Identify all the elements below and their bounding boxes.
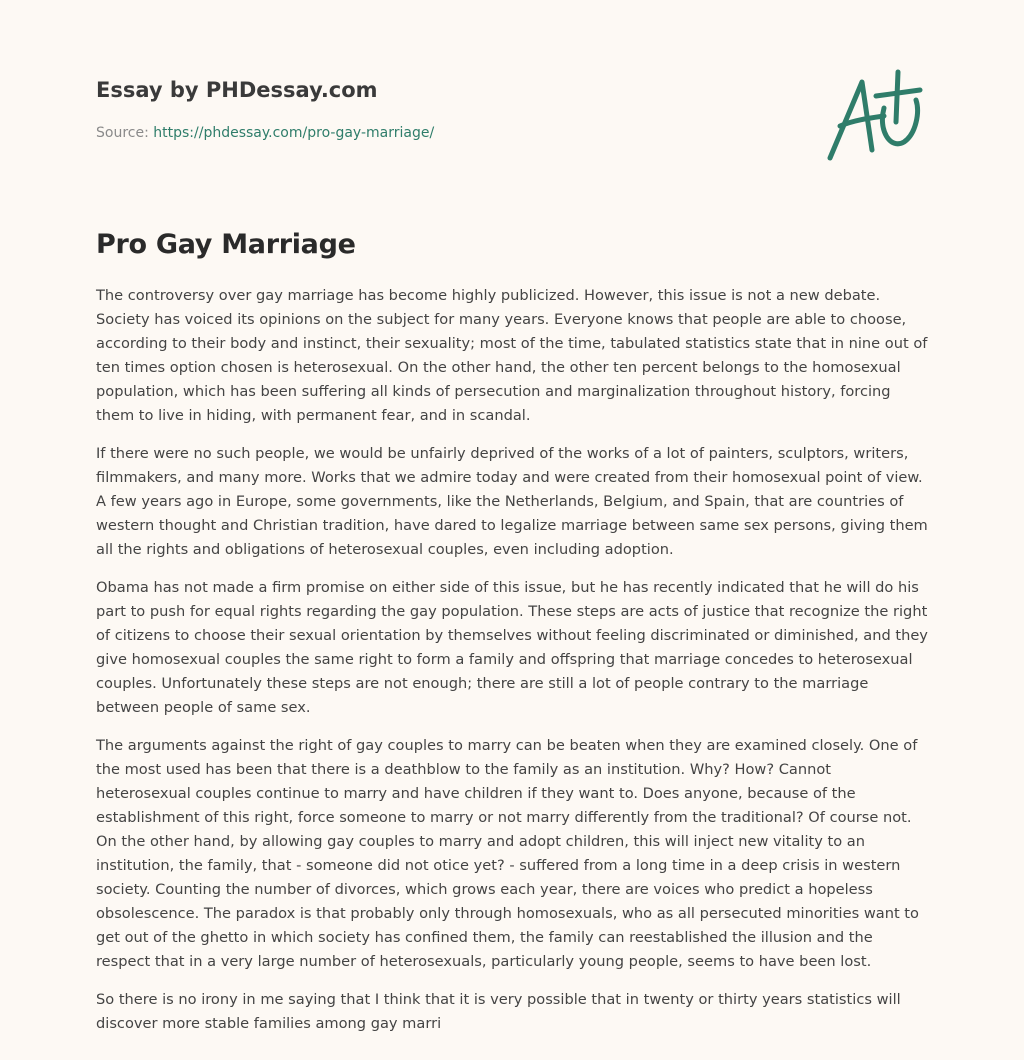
essay-title: Pro Gay Marriage	[96, 229, 356, 260]
essay-paragraph: So there is no irony in me saying that I think that it is very possible that in twenty or thirty years statistics will discover more stable families among gay marri	[96, 991, 901, 1032]
essay-paragraph: The controversy over gay marriage has become highly publicized. However, this issue is not a new debate. Society has voiced its opinions on the subject for many years. Everyone knows that people are able to choose, according to their body and instinct, their sexuality; most of the time, tabulated statistics state that in nine out of ten times option chosen is heterosexual. On the other hand, the other ten percent belongs to the homosexual population, which has been suffering all kinds of persecution and marginalization throughout history, forcing them to live in hiding, with permanent fear, and in scandal.	[96, 287, 928, 424]
site-brand: Essay by PHDessay.com	[96, 78, 378, 102]
essay-paragraph: If there were no such people, we would be unfairly deprived of the works of a lot of painters, sculptors, writers, filmmakers, and many more. Works that we admire today and were created from their homosexual point of view. A few years ago in Europe, some governments, like the Netherlands, Belgium, and Spain, that are countries of western thought and Christian tradition, have dared to legalize marriage between same sex persons, giving them all the rights and obligations of heterosexual couples, even including adoption.	[96, 445, 928, 558]
essay-header	[96, 76, 796, 143]
essay-body	[96, 284, 930, 1050]
source-line	[96, 123, 796, 143]
source-link[interactable]: https://phdessay.com/pro-gay-marriage/	[153, 125, 435, 141]
source-label: Source:	[96, 125, 154, 141]
a-plus-logo-icon	[822, 68, 926, 164]
essay-paragraph: Obama has not made a firm promise on either side of this issue, but he has recently indicated that he will do his part to push for equal rights regarding the gay population. These steps are acts of justice that recognize the right of citizens to choose their sexual orientation by themselves without feeling discriminated or diminished, and they give homosexual couples the same right to form a family and offspring that marriage concedes to heterosexual couples. Unfortunately these steps are not enough; there are still a lot of people contrary to the marriage between people of same sex.	[96, 579, 928, 716]
essay-paragraph: The arguments against the right of gay couples to marry can be beaten when they are examined closely. One of the most used has been that there is a deathblow to the family as an institution. Why? How? Cannot heterosexual couples continue to marry and have children if they want to. Does anyone, because of the establishment of this right, force someone to marry or not marry differently from the traditional? Of course not. On the other hand, by allowing gay couples to marry and adopt children, this will inject new vitality to an institution, the family, that - someone did not otice yet? - suffered from a long time in a deep crisis in western society. Counting the number of divorces, which grows each year, there are voices who predict a hopeless obsolescence. The paradox is that probably only through homosexuals, who as all persecuted minorities want to get out of the ghetto in which society has confined them, the family can reestablished the illusion and the respect that in a very large number of heterosexuals, particularly young people, seems to have been lost.	[96, 737, 919, 970]
